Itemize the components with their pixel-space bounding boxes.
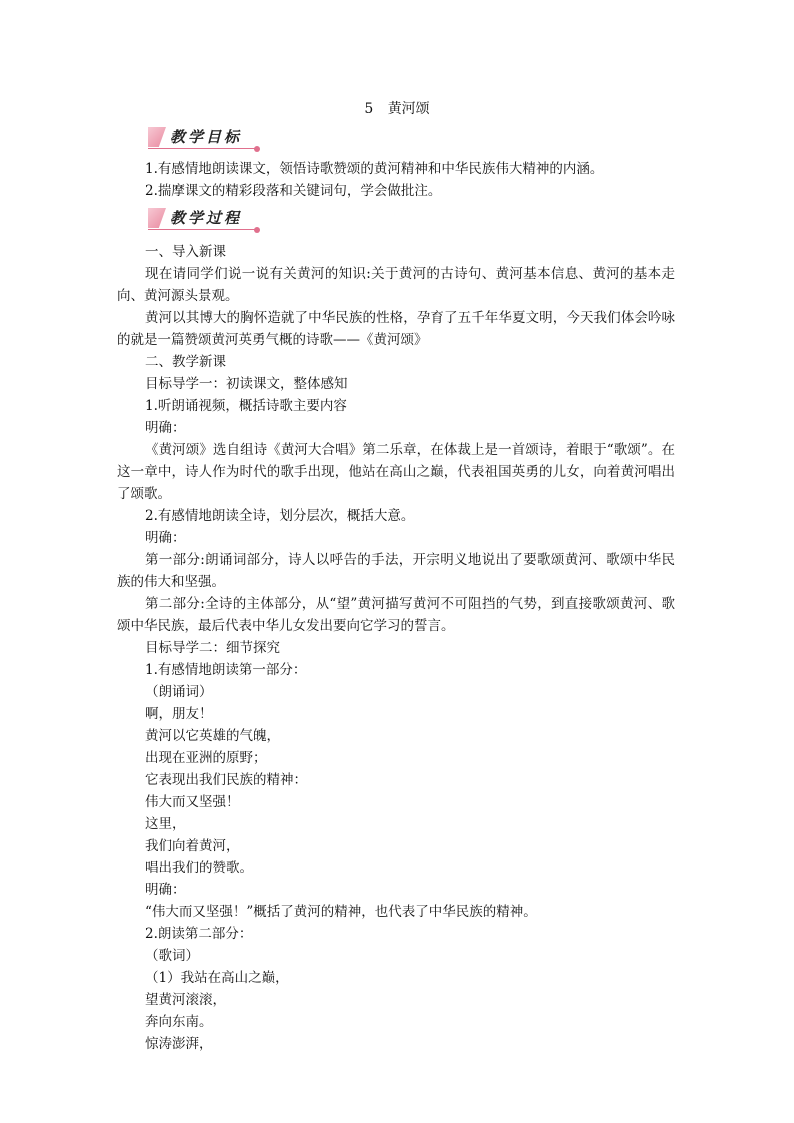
banner-flag-icon (148, 208, 166, 228)
banner-dot-icon (254, 146, 260, 152)
poem-line: 黄河以它英雄的气魄， (145, 728, 280, 744)
paragraph: “伟大而又坚强！”概括了黄河的精神，也代表了中华民族的精神。 (145, 904, 537, 920)
banner-dot-icon (254, 227, 260, 233)
goal-guide-heading: 目标导学二：细节探究 (145, 640, 280, 656)
paragraph: 《黄河颂》选自组诗《黄河大合唱》第二乐章，在体裁上是一首颂诗，着眼于“歌颂”。在这一章中，诗人作为时代的歌手出现，他站在高山之巅，代表祖国英勇的儿女，向着黄河唱出了颂歌。 (117, 442, 675, 502)
lesson-title: 黄河颂 (387, 101, 430, 117)
banner-flag-icon (148, 127, 166, 147)
question: 1.有感情地朗读第一部分： (145, 662, 307, 678)
poem-line: 我们向着黄河， (145, 838, 240, 854)
paragraph: 黄河以其博大的胸怀造就了中华民族的性格，孕育了五千年华夏文明，今天我们体会吟咏的就是一篇赞颂黄河英勇气概的诗歌——《黄河颂》 (117, 310, 675, 348)
paragraph: 第二部分:全诗的主体部分，从“望”黄河描写黄河不可阻挡的气势，到直接歌颂黄河、歌颂中华民族，最后代表中华儿女发出要向它学习的誓言。 (117, 596, 675, 634)
banner-teaching-process (148, 208, 260, 230)
poem-line: （1）我站在高山之巅， (145, 970, 289, 986)
section-heading: 二、教学新课 (145, 354, 226, 370)
clarify-label: 明确： (145, 530, 186, 546)
banner-underline (148, 148, 256, 149)
page-title (0, 100, 794, 118)
section-heading: 一、导入新课 (145, 244, 226, 260)
clarify-label: 明确： (145, 882, 186, 898)
paragraph: 第一部分:朗诵词部分，诗人以呼告的手法，开宗明义地说出了要歌颂黄河、歌颂中华民族的伟大和坚强。 (117, 552, 675, 590)
poem-line: （朗诵词） (145, 684, 213, 700)
question: 2.有感情地朗读全诗，划分层次，概括大意。 (145, 508, 415, 524)
poem-line: 望黄河滚滚， (145, 992, 226, 1008)
banner-teaching-goals (148, 127, 260, 149)
poem-line: 惊涛澎湃， (145, 1036, 213, 1052)
poem-line: 奔向东南。 (145, 1014, 213, 1030)
banner-label: 教学过程 (170, 209, 243, 227)
banner-label: 教学目标 (170, 128, 243, 146)
poem-line: 唱出我们的赞歌。 (145, 860, 253, 876)
poem-line: 出现在亚洲的原野； (145, 750, 267, 766)
question: 1.听朗诵视频，概括诗歌主要内容 (145, 398, 347, 414)
goal-guide-heading: 目标导学一：初读课文，整体感知 (145, 376, 348, 392)
poem-line: 啊，朋友！ (145, 706, 213, 722)
poem-line: （歌词） (145, 948, 199, 964)
poem-line: 伟大而又坚强！ (145, 794, 240, 810)
goal-item: 1.有感情地朗读课文，领悟诗歌赞颂的黄河精神和中华民族伟大精神的内涵。 (145, 161, 604, 177)
lesson-number: 5 (364, 101, 374, 117)
poem-line: 这里， (145, 816, 186, 832)
clarify-label: 明确： (145, 420, 186, 436)
banner-underline (148, 229, 256, 230)
poem-line: 它表现出我们民族的精神： (145, 772, 307, 788)
question: 2.朗读第二部分： (145, 926, 253, 942)
goal-item: 2.揣摩课文的精彩段落和关键词句，学会做批注。 (145, 183, 442, 199)
paragraph: 现在请同学们说一说有关黄河的知识:关于黄河的古诗句、黄河基本信息、黄河的基本走向、黄河源头景观。 (117, 266, 675, 304)
